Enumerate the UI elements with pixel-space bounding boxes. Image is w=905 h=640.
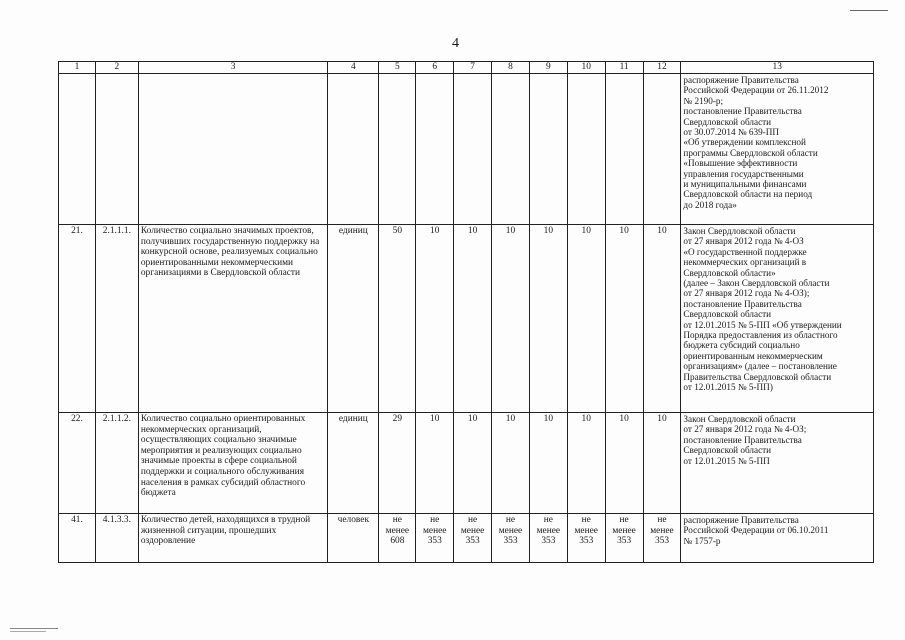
- value-cell: не менее 353: [643, 514, 681, 563]
- header-cell: 2: [95, 62, 138, 74]
- header-cell: 3: [138, 62, 327, 74]
- scan-mark-top: [850, 10, 888, 11]
- indicators-table: [58, 61, 874, 563]
- header-cell: 10: [567, 62, 605, 74]
- row-number: 22.: [59, 413, 96, 514]
- empty-cell: [416, 74, 454, 225]
- value-cell: 10: [416, 413, 454, 514]
- header-cell: 8: [492, 62, 530, 74]
- legal-basis-cell: Закон Свердловской области от 27 января 2012 года № 4-ОЗ «О государственной поддержке некоммерческих организаций в Свердловской области» (далее – Закон Свердловской области от 27 января 2012 года № 4-ОЗ); постановление Правительства Свердловской области от 12.01.2015 № 5-ПП «Об утверждении Порядка предоставления из областного бюджета субсидий социально ориентированным некоммерческим организациям» (далее – постановление Правительства Свердловской области от 12.01.2015 № 5-ПП): [681, 225, 874, 413]
- empty-cell: [379, 74, 416, 225]
- header-cell: 12: [643, 62, 681, 74]
- row-number: 41.: [59, 514, 96, 563]
- value-cell: не менее 353: [454, 514, 492, 563]
- value-cell: 29: [379, 413, 416, 514]
- empty-cell: [492, 74, 530, 225]
- table-row-continuation: [59, 74, 874, 225]
- value-cell: не менее 353: [416, 514, 454, 563]
- empty-cell: [328, 74, 379, 225]
- legal-basis-cell: распоряжение Правительства Российской Федерации от 06.10.2011 № 1757-р: [681, 514, 874, 563]
- empty-cell: [138, 74, 327, 225]
- value-cell: 10: [643, 225, 681, 413]
- value-cell: 50: [379, 225, 416, 413]
- legal-basis-cell: распоряжение Правительства Российской Федерации от 26.11.2012 № 2190-р; постановление Правительства Свердловской области от 30.07.2014 № 639-ПП «Об утверждении комплексной программы Свердловской области «Повышение эффективности управления государственными и муниципальными финансами Свердловской области на период до 2018 года»: [681, 74, 874, 225]
- indicator-name: Количество детей, находящихся в трудной жизненной ситуации, прошедших оздоровление: [138, 514, 327, 563]
- value-cell: 10: [529, 225, 567, 413]
- value-cell: 10: [605, 413, 643, 514]
- row-number: 21.: [59, 225, 96, 413]
- header-cell: 5: [379, 62, 416, 74]
- value-cell: 10: [529, 413, 567, 514]
- indicator-name: Количество социально значимых проектов, получивших государственную поддержку на конкурсной основе, реализуемых социально ориентированными некоммерческими организациями в Свердловской области: [138, 225, 327, 413]
- unit: единиц: [328, 225, 379, 413]
- indicator-name: Количество социально ориентированных некоммерческих организаций, осуществляющих социально значимые мероприятия и реализующих социально значимые проекты в сфере социальной поддержки и социального обслуживания населения в рамках субсидий областного бюджета: [138, 413, 327, 514]
- header-cell: 7: [454, 62, 492, 74]
- empty-cell: [59, 74, 96, 225]
- scan-mark-bottom: [10, 628, 58, 629]
- value-cell: 10: [567, 225, 605, 413]
- header-cell: 6: [416, 62, 454, 74]
- page-number: 4: [452, 36, 459, 51]
- empty-cell: [605, 74, 643, 225]
- value-cell: 10: [454, 225, 492, 413]
- unit: человек: [328, 514, 379, 563]
- value-cell: 10: [416, 225, 454, 413]
- empty-cell: [529, 74, 567, 225]
- header-cell: 4: [328, 62, 379, 74]
- value-cell: не менее 353: [567, 514, 605, 563]
- header-cell: 13: [681, 62, 874, 74]
- value-cell: 10: [454, 413, 492, 514]
- table-row: [59, 225, 874, 413]
- legal-basis-cell: Закон Свердловской области от 27 января 2012 года № 4-ОЗ; постановление Правительства Свердловской области от 12.01.2015 № 5-ПП: [681, 413, 874, 514]
- header-cell: 11: [605, 62, 643, 74]
- value-cell: 10: [643, 413, 681, 514]
- empty-cell: [454, 74, 492, 225]
- unit: единиц: [328, 413, 379, 514]
- header-cell: 9: [529, 62, 567, 74]
- value-cell: не менее 353: [605, 514, 643, 563]
- row-code: 4.1.3.3.: [95, 514, 138, 563]
- value-cell: не менее 353: [492, 514, 530, 563]
- value-cell: 10: [492, 225, 530, 413]
- empty-cell: [643, 74, 681, 225]
- value-cell: не менее 353: [529, 514, 567, 563]
- scan-mark-bottom: [10, 631, 46, 632]
- row-code: 2.1.1.2.: [95, 413, 138, 514]
- header-cell: 1: [59, 62, 96, 74]
- empty-cell: [95, 74, 138, 225]
- table-row: [59, 413, 874, 514]
- empty-cell: [567, 74, 605, 225]
- value-cell: 10: [605, 225, 643, 413]
- value-cell: не менее 608: [379, 514, 416, 563]
- table-row: [59, 514, 874, 563]
- value-cell: 10: [567, 413, 605, 514]
- value-cell: 10: [492, 413, 530, 514]
- row-code: 2.1.1.1.: [95, 225, 138, 413]
- header-row: [59, 62, 874, 74]
